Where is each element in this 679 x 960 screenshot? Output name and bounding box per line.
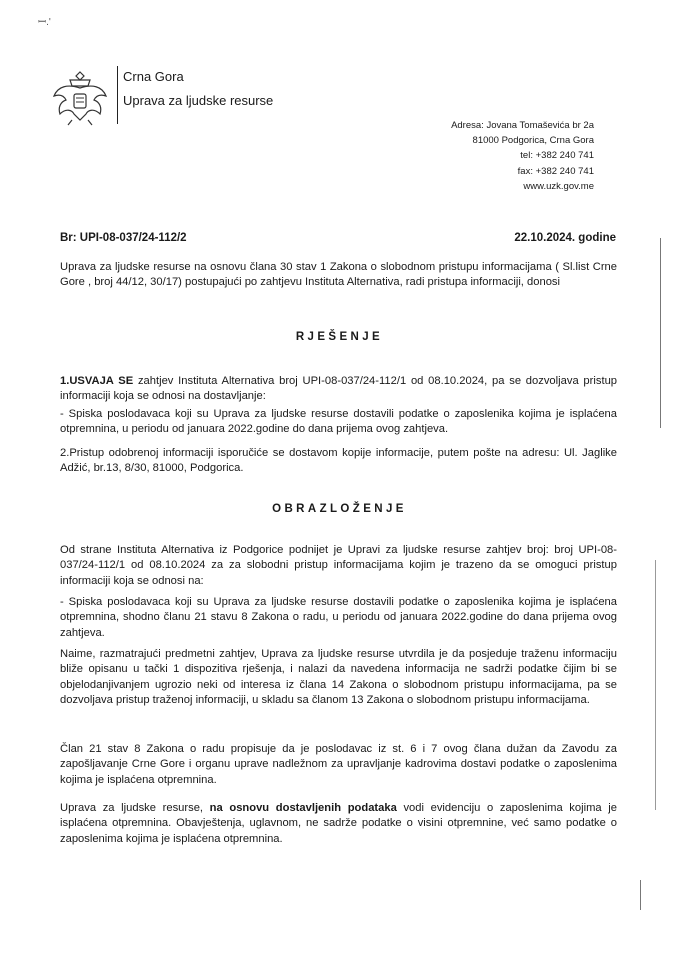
decision-point-2: 2.Pristup odobrenoj informaciji isporučiće se dostavom kopije informacije, putem pošte na adresu: Ul. Jaglike Adžić, br.13, 8/30, 81000, Podgorica. <box>60 447 617 475</box>
scan-edge-line <box>660 238 661 428</box>
decision-point-1-item: - Spiska poslodavaca koji su Uprava za ljudske resurse dostavili podatke o zaposlenika kojima je isplaćena otpremnina, u periodu od januara 2022.godine do dana prijema ovog zahtjeva. <box>60 408 617 436</box>
reasoning-paragraph-4: Član 21 stav 8 Zakona o radu propisuje da je poslodavac iz st. 6 i 7 ovog člana dužan da Zavodu za zapošljavanje Crne Gore i organu uprave nadležnom za upravljanje kadrovima dostavi podatke o zaposlenima kojima je isplaćena otpremnina. <box>60 743 617 786</box>
reasoning-paragraph-5-end: vodi evidenciju o zaposlenima kojima je isplaćena otpremnina. Obavještenja, uglavnom, ne sadrže podatke o visini otpremnine, već samo podatke o zaposlenima kojima je isplaćena otpremnina. <box>60 802 617 845</box>
reasoning-paragraph-1: Od strane Instituta Alternativa iz Podgorice podnijet je Upravi za ljudske resurse zahtjev broj: broj UPI-08-037/24-112/1 od 08.10.2024 za za slobodni pristup informacijama kojim je trazeno da se omoguci pristup informaciji koja se odnosi na: <box>60 544 617 587</box>
decision-point-1-text: zahtjev Instituta Alternativa broj UPI-08-037/24-112/1 od 08.10.2024, pa se dozvoljava pristup informaciji koja se odnosi na dostavljanje: <box>60 375 618 403</box>
decision-point-1-bold: 1.USVAJA SE <box>60 375 134 387</box>
address-city: 81000 Podgorica, Crna Gora <box>472 135 594 147</box>
org-name: Uprava za ljudske resurse <box>123 93 274 108</box>
scan-mark: ꟷ.' <box>38 17 51 28</box>
address-tel: tel: +382 240 741 <box>520 150 594 162</box>
scan-edge-line <box>655 560 656 810</box>
address-web: www.uzk.gov.me <box>523 180 594 192</box>
reasoning-paragraph-3: Naime, razmatrajući predmetni zahtjev, Uprava za ljudske resurse utvrdila je da posjeduje traženu informaciju bliže opisanu u tački 1 dispozitiva rješenja, i nalazi da navedena informacija ne sadrži podatke čijim bi se objelodanjivanjem ugrozio neki od interesa iz člana 14 Zakona o slobodnom pristupu informacijama, pa se dozvoljava pristup traženoj informaciji, u skladu sa članom 13 Zakona o slobodnom pristupu informacijama. <box>60 648 617 706</box>
decision-point-1 <box>60 374 617 405</box>
reasoning-paragraph-5-bold: na osnovu dostavljenih podataka <box>209 802 397 814</box>
reference-date: 22.10.2024. godine <box>514 232 616 244</box>
intro-paragraph: Uprava za ljudske resurse na osnovu člana 30 stav 1 Zakona o slobodnom pristupu informacijama ( Sl.list Crne Gore , broj 44/12, 30/17) postupajući po zahtjevu Instituta Alternativa, radi pristupa informaciji, donosi <box>60 261 617 289</box>
address-block <box>451 118 594 194</box>
reasoning-paragraph-2: - Spiska poslodavaca koji su Uprava za ljudske resurse dostavili podatke o zaposlenika kojima je isplaćena otpremnina, shodno članu 21 stavu 8 Zakona o radu, u periodu od januara 2022.godine do dana prijema ovog zahtjeva. <box>60 596 617 639</box>
reasoning-paragraph-5-start: Uprava za ljudske resurse, <box>60 802 210 814</box>
org-country: Crna Gora <box>123 69 184 84</box>
decision-title: RJEŠENJE <box>295 331 384 343</box>
header-divider <box>117 66 118 124</box>
address-fax: fax: +382 240 741 <box>517 165 594 177</box>
address-street: Adresa: Jovana Tomaševića br 2a <box>451 120 594 131</box>
reasoning-title: OBRAZLOŽENJE <box>272 503 407 515</box>
scan-edge-line <box>640 880 641 910</box>
reasoning-paragraph-5 <box>60 801 617 847</box>
reference-number: Br: UPI-08-037/24-112/2 <box>60 232 187 244</box>
coat-of-arms-icon <box>50 68 110 128</box>
